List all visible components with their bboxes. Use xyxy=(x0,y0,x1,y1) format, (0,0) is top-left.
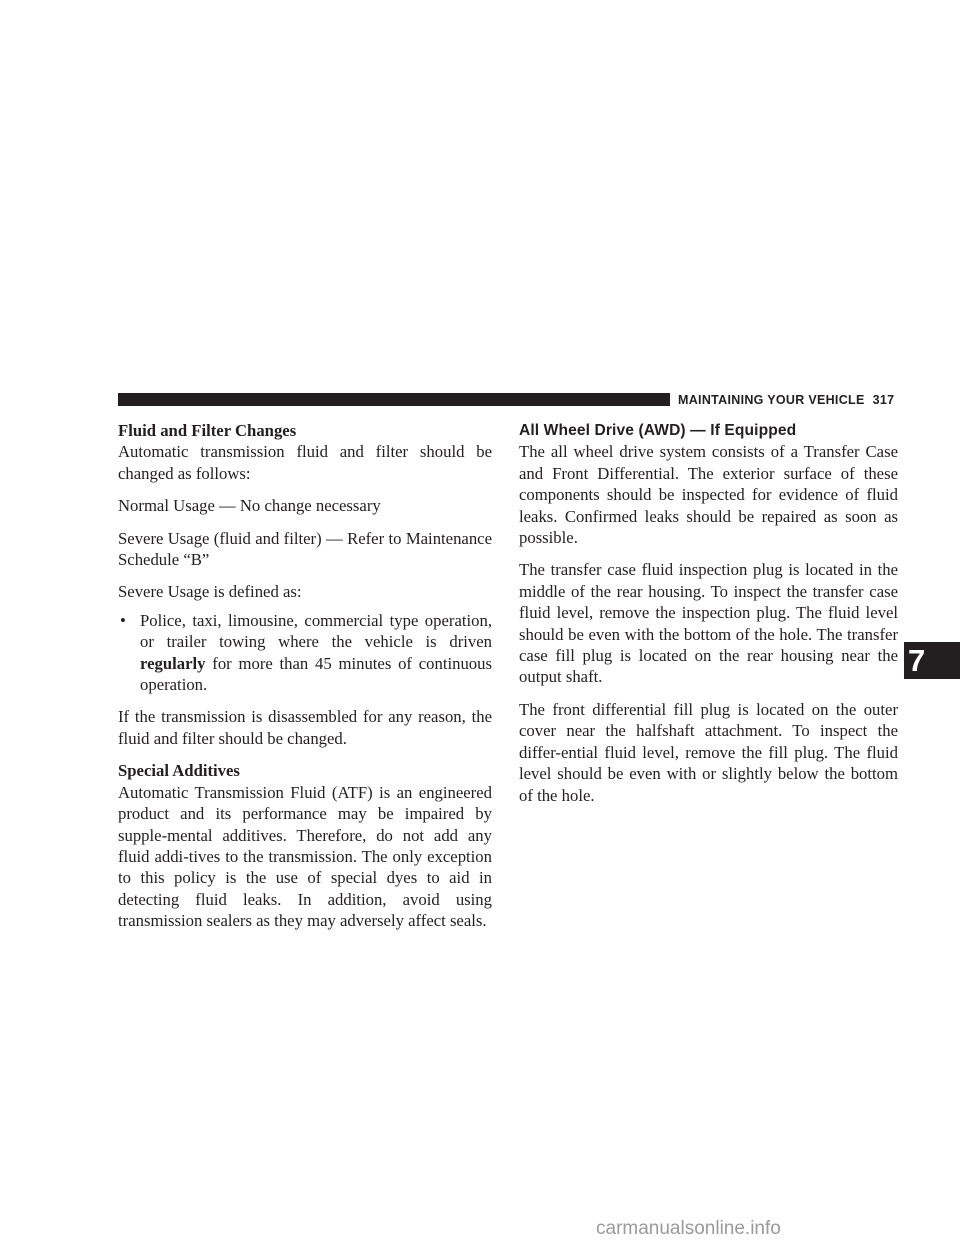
bullet-icon: • xyxy=(120,610,126,630)
bullet-text xyxy=(140,610,492,696)
severe-usage-bullet xyxy=(118,610,492,696)
page-number: 317 xyxy=(872,393,895,407)
bullet-text-after: for more than 45 minutes of continuous operation. xyxy=(140,653,492,695)
awd-heading: All Wheel Drive (AWD) — If Equipped xyxy=(519,422,797,439)
watermark: carmanualsonline.info xyxy=(596,1218,781,1239)
fluid-filter-heading: Fluid and Filter Changes xyxy=(118,421,297,440)
special-additives-paragraph: Automatic Transmission Fluid (ATF) is an engineered product and its performance may be impaired by supple-mental additives. Therefore, do not add any fluid addi-tives to the transmission. The only exception to this policy is the use of special dyes to aid in detecting fluid leaks. In addition, avoid using transmission sealers as they may adversely affect seals. xyxy=(118,782,492,931)
bullet-text-before: Police, taxi, limousine, commercial type operation, or trailer towing where the vehicle is driven xyxy=(140,610,492,652)
right-column xyxy=(519,420,898,817)
special-additives-heading: Special Additives xyxy=(118,761,240,781)
awd-paragraph-3: The front differential fill plug is located on the outer cover near the halfshaft attachment. To inspect the differ-ential fluid level, remove the fill plug. The fluid level should be even with or slightly below the bottom of the hole. xyxy=(519,699,898,805)
awd-paragraph-2: The transfer case fluid inspection plug is located in the middle of the rear housing. To inspect the transfer case fluid level, remove the inspection plug. The fluid level should be even with the bottom of the hole. The transfer case fill plug is located on the rear housing near the output shaft. xyxy=(519,560,898,687)
chapter-number: 7 xyxy=(908,643,926,678)
normal-usage-paragraph: Normal Usage — No change necessary xyxy=(118,496,381,516)
section-title: MAINTAINING YOUR VEHICLE xyxy=(678,393,865,407)
disassembled-paragraph: If the transmission is disassembled for any reason, the fluid and filter should be changed. xyxy=(118,707,492,748)
fluid-intro-paragraph: Automatic transmission fluid and filter should be changed as follows: xyxy=(118,442,492,483)
left-column xyxy=(118,420,492,943)
header-rule xyxy=(118,393,670,406)
severe-usage-paragraph: Severe Usage (fluid and filter) — Refer to Maintenance Schedule “B” xyxy=(118,528,492,570)
bullet-text-bold: regularly xyxy=(140,653,206,673)
awd-paragraph-1: The all wheel drive system consists of a Transfer Case and Front Differential. The exterior surface of these components should be inspected for evidence of fluid leaks. Confirmed leaks should be repaired as soon as possible. xyxy=(519,442,898,548)
severe-defined-paragraph: Severe Usage is defined as: xyxy=(118,582,302,602)
running-header xyxy=(678,392,894,408)
chapter-tab xyxy=(904,642,960,679)
